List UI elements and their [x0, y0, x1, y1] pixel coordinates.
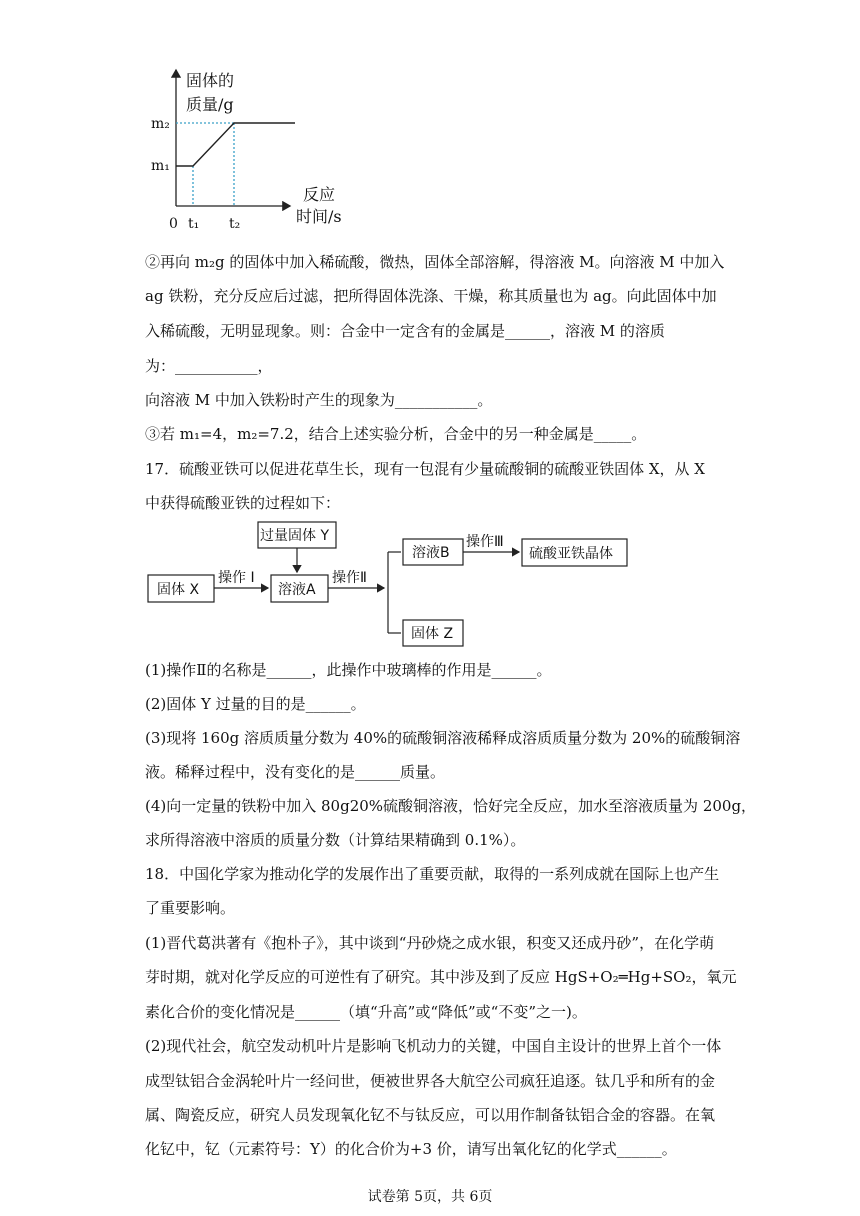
- text-solution-a: 溶液A: [278, 582, 316, 598]
- mass-curve: [176, 123, 295, 166]
- q18-part1-line1: (1)晋代葛洪著有《抱朴子》，其中谈到“丹砂烧之成水银，积变又还成丹砂”，在化学萌: [145, 934, 715, 952]
- q17-sub4-line2: 求所得溶液中溶质的质量分数（计算结果精确到 0.1%）。: [145, 831, 526, 849]
- text-solid-z: 固体 Z: [411, 626, 454, 642]
- q17-sub4-line1: (4)向一定量的铁粉中加入 80g20%硫酸铜溶液，恰好完全反应，加水至溶液质量为 200g，: [145, 797, 757, 815]
- q18-part1-line3: 素化合价的变化情况是______（填“升高”或“降低”或“不变”之一)。: [145, 1003, 587, 1021]
- q17-intro-line2: 中获得硫酸亚铁的过程如下：: [145, 494, 341, 512]
- q17-intro-line1: 17．硫酸亚铁可以促进花草生长，现有一包混有少量硫酸铜的硫酸亚铁固体 X，从 X: [145, 460, 705, 478]
- q16-part2-line1: ②再向 m₂g 的固体中加入稀硫酸，微热，固体全部溶解，得溶液 M。向溶液 M 中加入: [145, 253, 725, 271]
- t1-label: t₁: [188, 216, 200, 232]
- mass-time-graph: [0, 0, 860, 235]
- t2-label: t₂: [229, 216, 241, 232]
- q16-part2-line4: 为：___________，: [145, 357, 273, 375]
- text-op1: 操作 I: [218, 570, 255, 586]
- text-solution-b: 溶液B: [412, 545, 450, 561]
- y-label-line2: 质量/g: [186, 95, 234, 114]
- text-solid-x: 固体 X: [157, 582, 200, 598]
- q18-part1-line2: 芽时期，就对化学反应的可逆性有了研究。其中涉及到了反应 HgS+O₂═Hg+SO₂，氧元: [145, 968, 737, 986]
- q16-part3: ③若 m₁=4，m₂=7.2，结合上述实验分析，合金中的另一种金属是_____。: [145, 425, 647, 443]
- y-label-line1: 固体的: [186, 71, 235, 90]
- m2-label: m₂: [151, 116, 170, 132]
- q18-intro-line1: 18．中国化学家为推动化学的发展作出了重要贡献，取得的一系列成就在国际上也产生: [145, 865, 720, 883]
- q18-part2-line2: 成型钛铝合金涡轮叶片一经问世，便被世界各大航空公司疯狂追逐。钛几乎和所有的金: [145, 1072, 716, 1090]
- q17-sub2: (2)固体 Y 过量的目的是______。: [145, 695, 366, 713]
- text-op2: 操作Ⅱ: [332, 570, 367, 586]
- q16-part2-line5: 向溶液 M 中加入铁粉时产生的现象为___________。: [145, 391, 493, 409]
- q18-part2-line1: (2)现代社会，航空发动机叶片是影响飞机动力的关键，中国自主设计的世界上首个一体: [145, 1037, 722, 1055]
- page-footer: 试卷第 5页，共 6页: [367, 1189, 493, 1205]
- q18-part2-line4: 化钇中，钇（元素符号：Y）的化合价为+3 价，请写出氧化钇的化学式______。: [145, 1140, 677, 1158]
- m1-label: m₁: [151, 158, 170, 174]
- x-label-line1: 反应: [303, 185, 336, 204]
- q17-sub1: (1)操作Ⅱ的名称是______，此操作中玻璃棒的作用是______。: [145, 661, 552, 679]
- q16-part2-line3: 入稀硫酸，无明显现象。则：合金中一定含有的金属是______，溶液 M 的溶质: [145, 322, 665, 340]
- q18-part2-line3: 属、陶瓷反应，研究人员发现氧化钇不与钛反应，可以用作制备钛铝合金的容器。在氧: [145, 1106, 716, 1124]
- process-flowchart: [0, 515, 860, 655]
- text-op3: 操作Ⅲ: [466, 534, 504, 550]
- q18-intro-line2: 了重要影响。: [145, 899, 236, 917]
- q17-sub3-line1: (3)现将 160g 溶质质量分数为 40%的硫酸铜溶液稀释成溶质质量分数为 20%的硫酸铜溶: [145, 729, 741, 747]
- text-excess-solid-y: 过量固体 Y: [260, 528, 330, 544]
- q16-part2-line2: ag 铁粉，充分反应后过滤，把所得固体洗涤、干燥，称其质量也为 ag。向此固体中加: [145, 287, 717, 305]
- origin-label: 0: [169, 216, 178, 232]
- q17-sub3-line2: 液。稀释过程中，没有变化的是______质量。: [145, 763, 446, 781]
- x-label-line2: 时间/s: [296, 207, 342, 226]
- text-ferrous-sulfate-crystal: 硫酸亚铁晶体: [529, 546, 613, 562]
